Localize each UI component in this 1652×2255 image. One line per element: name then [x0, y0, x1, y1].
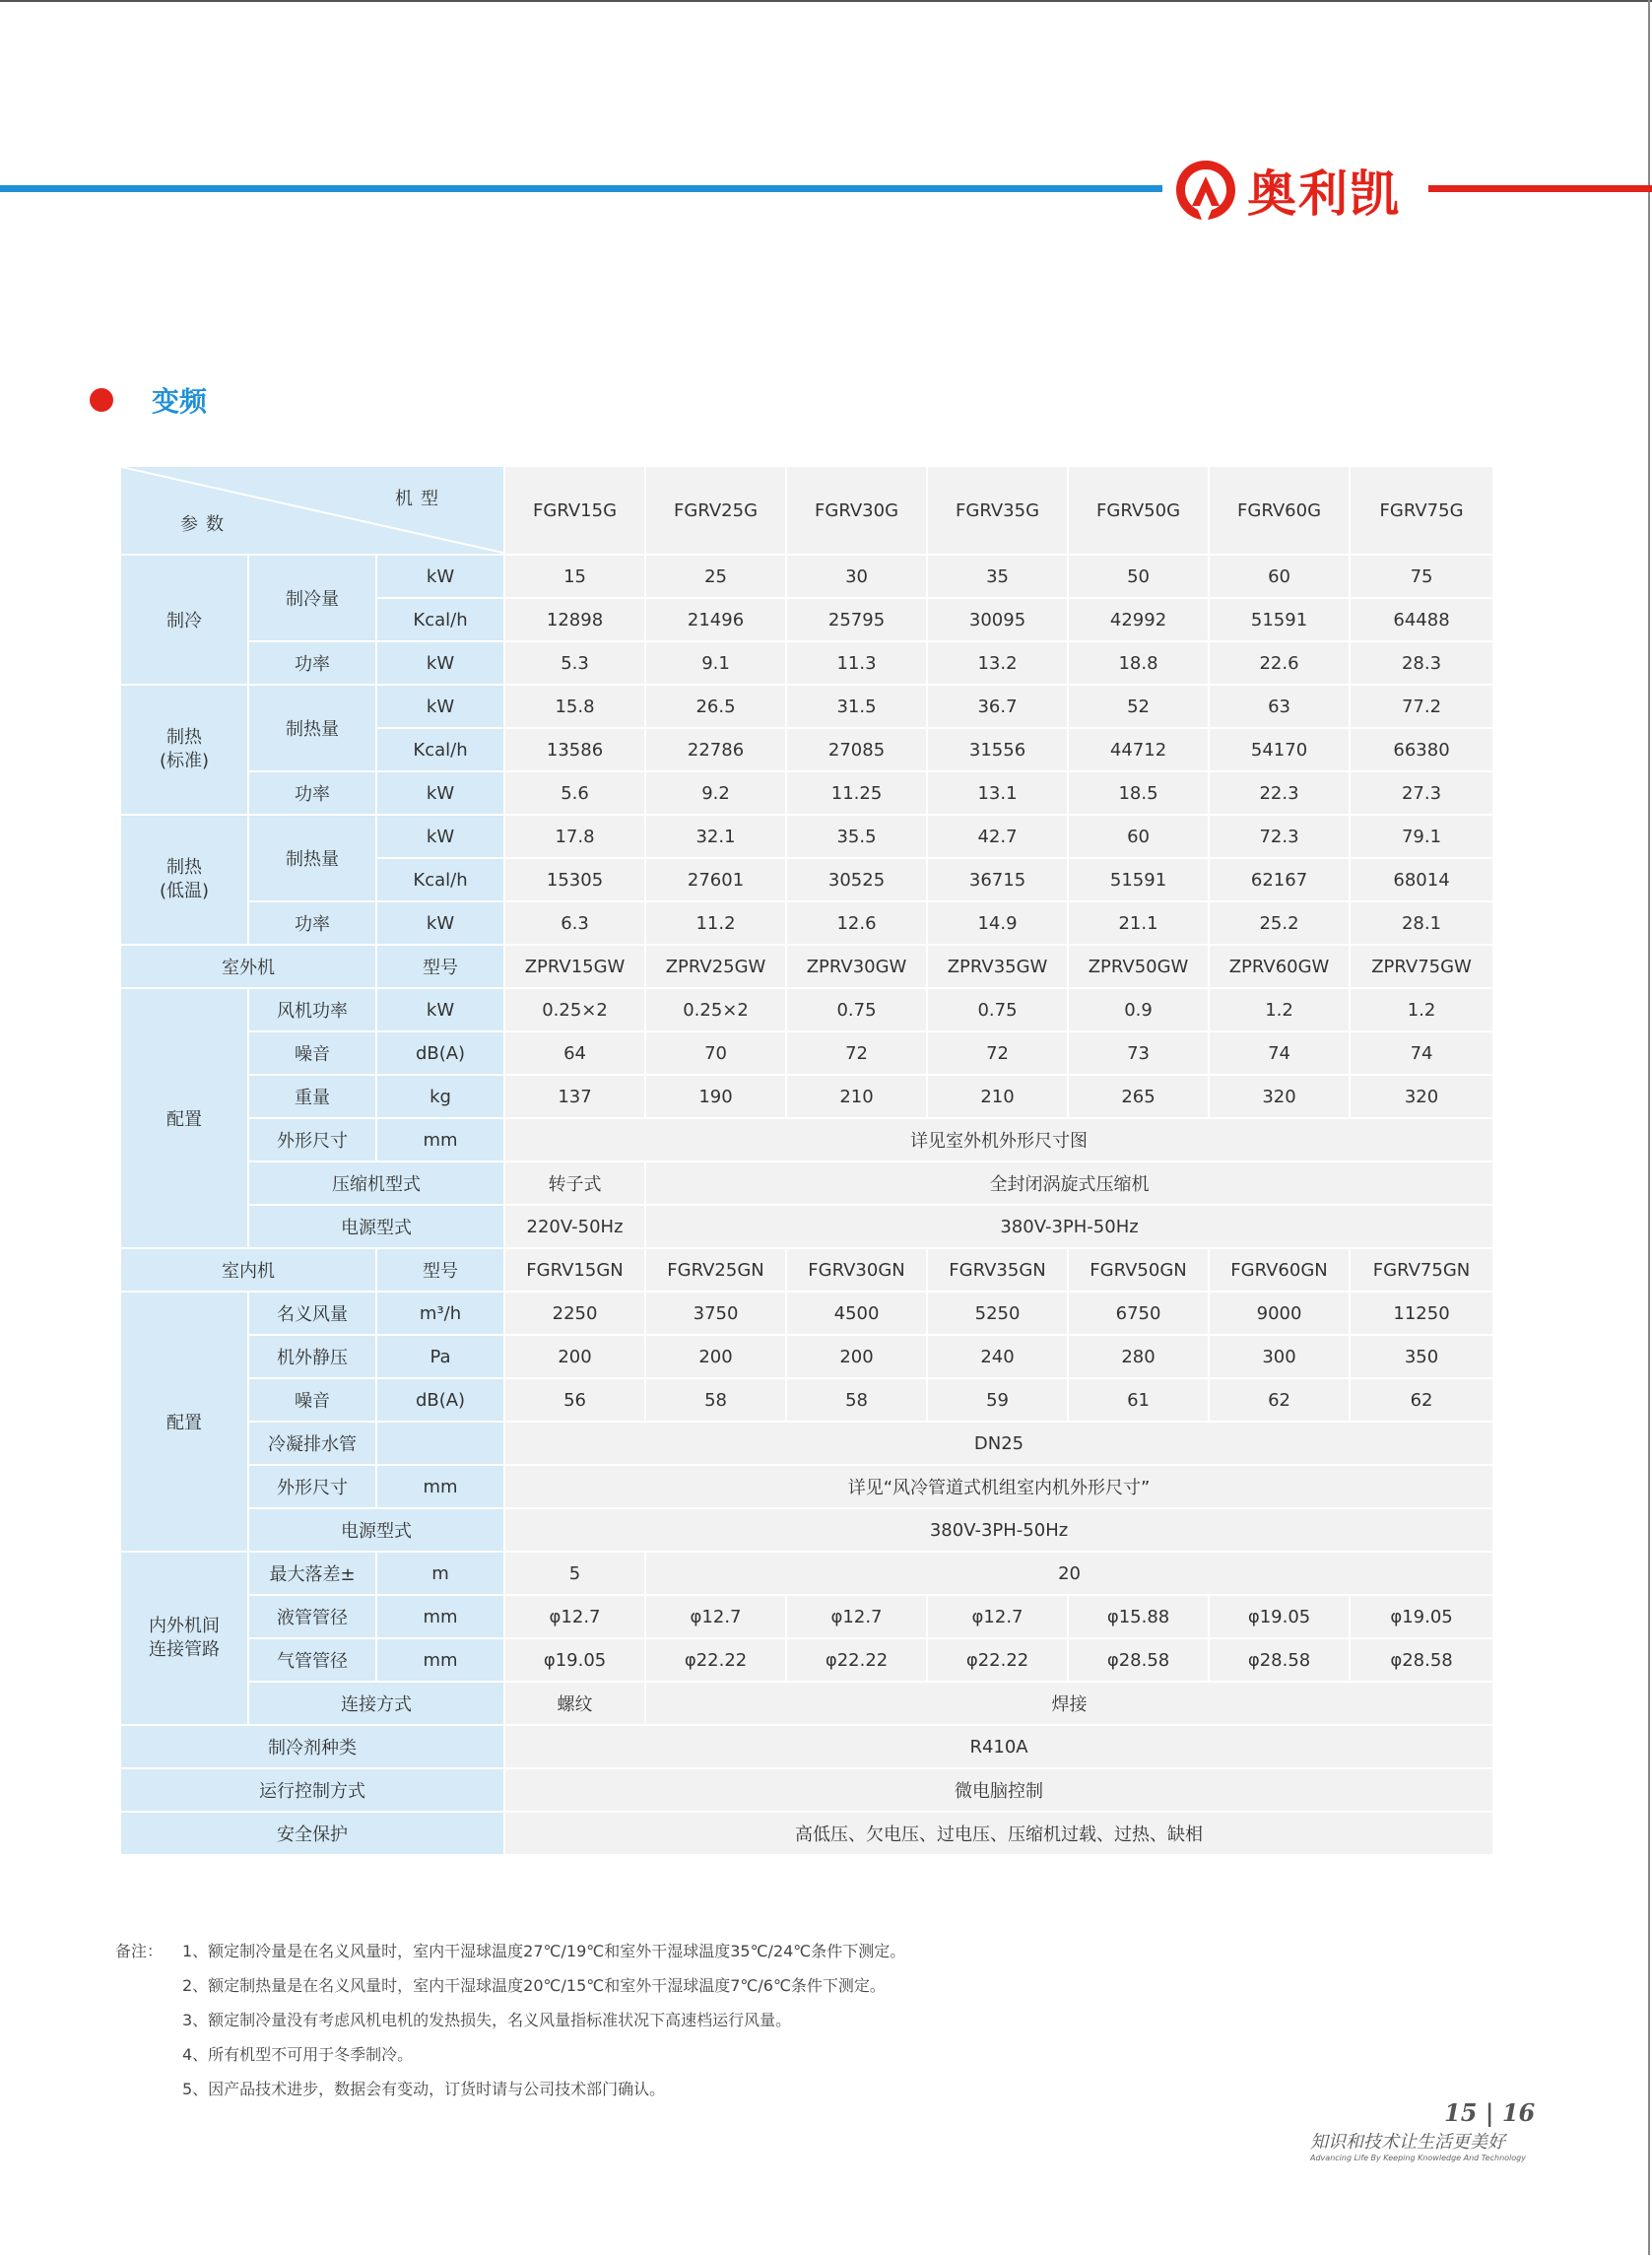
model-header: FGRV60G: [1209, 466, 1350, 555]
unit-cell: dB(A): [376, 1031, 504, 1075]
value-cell: 9000: [1209, 1292, 1350, 1335]
value-cell: 51591: [1068, 858, 1209, 901]
value-cell: 4500: [786, 1292, 927, 1335]
table-row: [120, 1725, 1493, 1768]
param-label: 功率: [248, 771, 376, 815]
span-cell: 详见“风冷管道式机组室内机外形尺寸”: [504, 1465, 1493, 1508]
value-cell: 52: [1068, 685, 1209, 728]
table-row: [120, 1378, 1493, 1422]
value-cell: 58: [786, 1378, 927, 1422]
value-cell: 64: [504, 1031, 645, 1075]
group-heating-std: 制热 (标准): [120, 685, 248, 815]
param-label: 液管管径: [248, 1595, 376, 1638]
brand-logo: [1172, 156, 1401, 225]
span-cell: 详见室外机外形尺寸图: [504, 1118, 1493, 1161]
param-label: 型号: [376, 945, 504, 988]
unit-cell: mm: [376, 1465, 504, 1508]
value-cell: FGRV30GN: [786, 1248, 927, 1292]
value-cell: FGRV75GN: [1350, 1248, 1493, 1292]
unit-cell: m: [376, 1552, 504, 1595]
value-cell: φ28.58: [1350, 1638, 1493, 1682]
value-cell: 300: [1209, 1335, 1350, 1378]
value-cell: 15305: [504, 858, 645, 901]
value-cell: 210: [927, 1075, 1068, 1118]
param-label: 电源型式: [248, 1508, 504, 1552]
table-row: [120, 988, 1493, 1031]
value-cell: 0.25×2: [504, 988, 645, 1031]
table-row: [120, 1508, 1493, 1552]
value-cell: 74: [1209, 1031, 1350, 1075]
table-row: [120, 1118, 1493, 1161]
unit-cell: kW: [376, 988, 504, 1031]
value-cell: φ12.7: [927, 1595, 1068, 1638]
value-cell: 11.3: [786, 641, 927, 685]
value-cell: 11.2: [645, 901, 786, 945]
value-cell: 50: [1068, 555, 1209, 598]
footer-slogan: 知识和技术让生活更美好: [1310, 2132, 1505, 2153]
table-row: [120, 901, 1493, 945]
param-label: 外形尺寸: [248, 1465, 376, 1508]
value-cell: 61: [1068, 1378, 1209, 1422]
param-label: 压缩机型式: [248, 1161, 504, 1205]
value-cell: 22.6: [1209, 641, 1350, 685]
value-cell: 42992: [1068, 598, 1209, 641]
value-cell: 200: [504, 1335, 645, 1378]
top-border: [0, 0, 1652, 2]
value-cell: 54170: [1209, 728, 1350, 771]
value-cell: φ19.05: [504, 1638, 645, 1682]
value-cell: 31.5: [786, 685, 927, 728]
note-item: 5、因产品技术进步，数据会有变动，订货时请与公司技术部门确认。: [182, 2080, 666, 2098]
value-cell: 220V-50Hz: [504, 1205, 645, 1248]
value-cell: 14.9: [927, 901, 1068, 945]
value-cell: 27085: [786, 728, 927, 771]
value-cell: 36715: [927, 858, 1068, 901]
value-cell: 0.75: [786, 988, 927, 1031]
value-cell: 77.2: [1350, 685, 1493, 728]
section-title: 变频: [152, 385, 208, 418]
unit-cell: [376, 1422, 504, 1465]
value-cell: φ19.05: [1350, 1595, 1493, 1638]
value-cell: 210: [786, 1075, 927, 1118]
table-row: [120, 555, 1493, 598]
value-cell: 68014: [1350, 858, 1493, 901]
value-cell: 72: [786, 1031, 927, 1075]
group-indoor: 室内机: [120, 1248, 376, 1292]
group-pipes: 内外机间 连接管路: [120, 1552, 248, 1725]
table-row: [120, 1638, 1493, 1682]
page-number: 15 | 16: [1444, 2098, 1536, 2127]
unit-cell: dB(A): [376, 1378, 504, 1422]
value-cell: 350: [1350, 1335, 1493, 1378]
value-cell: φ28.58: [1209, 1638, 1350, 1682]
value-cell: FGRV25GN: [645, 1248, 786, 1292]
table-row: [120, 1465, 1493, 1508]
param-label: 功率: [248, 641, 376, 685]
param-label: 噪音: [248, 1031, 376, 1075]
value-cell: ZPRV25GW: [645, 945, 786, 988]
param-label: 功率: [248, 901, 376, 945]
table-row: [120, 1248, 1493, 1292]
value-cell: 51591: [1209, 598, 1350, 641]
value-cell: φ12.7: [645, 1595, 786, 1638]
value-cell: 30095: [927, 598, 1068, 641]
model-header: FGRV50G: [1068, 466, 1209, 555]
table-row: [120, 1292, 1493, 1335]
brand-name: 奥利凯: [1247, 166, 1401, 223]
value-cell: 190: [645, 1075, 786, 1118]
value-cell: 13.2: [927, 641, 1068, 685]
header-red-rule: [1428, 185, 1652, 192]
value-cell: 12898: [504, 598, 645, 641]
group-heating-low: 制热 (低温): [120, 815, 248, 945]
param-label: 制冷剂种类: [120, 1725, 504, 1768]
table-row: [120, 1552, 1493, 1595]
value-cell: 240: [927, 1335, 1068, 1378]
value-cell: 21496: [645, 598, 786, 641]
value-cell: 18.8: [1068, 641, 1209, 685]
param-label: 重量: [248, 1075, 376, 1118]
value-cell: 70: [645, 1031, 786, 1075]
note-item: 4、所有机型不可用于冬季制冷。: [182, 2045, 414, 2064]
value-cell: 60: [1068, 815, 1209, 858]
spec-table: [119, 465, 1494, 1856]
value-cell: 72.3: [1209, 815, 1350, 858]
unit-cell: mm: [376, 1638, 504, 1682]
value-cell: 22786: [645, 728, 786, 771]
table-row: [120, 1422, 1493, 1465]
value-cell: 44712: [1068, 728, 1209, 771]
table-row: [120, 641, 1493, 685]
param-label: 冷凝排水管: [248, 1422, 376, 1465]
table-row: [120, 1682, 1493, 1725]
unit-cell: mm: [376, 1118, 504, 1161]
value-cell: 63: [1209, 685, 1350, 728]
corner-diagonal: [121, 467, 504, 554]
span-cell: 380V-3PH-50Hz: [645, 1205, 1493, 1248]
corner-param-label: 参数: [180, 514, 231, 535]
value-cell: 9.2: [645, 771, 786, 815]
table-row: [120, 1075, 1493, 1118]
value-cell: 36.7: [927, 685, 1068, 728]
notes: [115, 1934, 905, 2106]
notes-list: [182, 1934, 905, 2106]
value-cell: 62167: [1209, 858, 1350, 901]
value-cell: 30: [786, 555, 927, 598]
value-cell: 6.3: [504, 901, 645, 945]
unit-cell: Kcal/h: [376, 858, 504, 901]
table-row: [120, 945, 1493, 988]
value-cell: ZPRV60GW: [1209, 945, 1350, 988]
value-cell: 0.25×2: [645, 988, 786, 1031]
span-cell: 焊接: [645, 1682, 1493, 1725]
value-cell: 75: [1350, 555, 1493, 598]
value-cell: 62: [1350, 1378, 1493, 1422]
value-cell: ZPRV75GW: [1350, 945, 1493, 988]
value-cell: 15: [504, 555, 645, 598]
value-cell: 42.7: [927, 815, 1068, 858]
value-cell: 280: [1068, 1335, 1209, 1378]
unit-cell: Kcal/h: [376, 728, 504, 771]
model-header: FGRV30G: [786, 466, 927, 555]
span-cell: 微电脑控制: [504, 1768, 1493, 1812]
table-row: [120, 1205, 1493, 1248]
group-outdoor: 室外机: [120, 945, 376, 988]
param-label: 机外静压: [248, 1335, 376, 1378]
unit-cell: Kcal/h: [376, 598, 504, 641]
value-cell: ZPRV30GW: [786, 945, 927, 988]
table-corner: [120, 466, 504, 555]
value-cell: 17.8: [504, 815, 645, 858]
value-cell: φ22.22: [927, 1638, 1068, 1682]
value-cell: 21.1: [1068, 901, 1209, 945]
unit-cell: Pa: [376, 1335, 504, 1378]
value-cell: 1.2: [1209, 988, 1350, 1031]
model-header: FGRV35G: [927, 466, 1068, 555]
value-cell: FGRV15GN: [504, 1248, 645, 1292]
value-cell: 56: [504, 1378, 645, 1422]
table-row: [120, 1768, 1493, 1812]
unit-cell: m³/h: [376, 1292, 504, 1335]
unit-cell: mm: [376, 1595, 504, 1638]
param-label: 连接方式: [248, 1682, 504, 1725]
value-cell: ZPRV15GW: [504, 945, 645, 988]
param-label: 制热量: [248, 685, 376, 771]
param-label: 电源型式: [248, 1205, 504, 1248]
value-cell: 22.3: [1209, 771, 1350, 815]
value-cell: 79.1: [1350, 815, 1493, 858]
param-label: 风机功率: [248, 988, 376, 1031]
span-cell: R410A: [504, 1725, 1493, 1768]
value-cell: 64488: [1350, 598, 1493, 641]
value-cell: φ19.05: [1209, 1595, 1350, 1638]
table-row: [120, 815, 1493, 858]
value-cell: 3750: [645, 1292, 786, 1335]
footer-slogan-en: Advancing Life By Keeping Knowledge And Technology: [1310, 2154, 1526, 2162]
table-row: [120, 1161, 1493, 1205]
value-cell: φ12.7: [786, 1595, 927, 1638]
value-cell: ZPRV35GW: [927, 945, 1068, 988]
param-label: 制热量: [248, 815, 376, 901]
note-item: 2、额定制热量是在名义风量时，室内干湿球温度20℃/15℃和室外干湿球温度7℃/6℃条件下测定。: [182, 1976, 886, 1995]
right-border: [1648, 0, 1650, 2255]
model-header: FGRV75G: [1350, 466, 1493, 555]
param-label: 噪音: [248, 1378, 376, 1422]
value-cell: 73: [1068, 1031, 1209, 1075]
value-cell: 58: [645, 1378, 786, 1422]
value-cell: 5.3: [504, 641, 645, 685]
param-label: 安全保护: [120, 1812, 504, 1855]
value-cell: 72: [927, 1031, 1068, 1075]
value-cell: FGRV60GN: [1209, 1248, 1350, 1292]
value-cell: φ12.7: [504, 1595, 645, 1638]
span-cell: 高低压、欠电压、过电压、压缩机过载、过热、缺相: [504, 1812, 1493, 1855]
corner-model-label: 机型: [395, 489, 447, 509]
value-cell: 13.1: [927, 771, 1068, 815]
value-cell: 31556: [927, 728, 1068, 771]
value-cell: 32.1: [645, 815, 786, 858]
value-cell: 25: [645, 555, 786, 598]
note-item: 1、额定制冷量是在名义风量时，室内干湿球温度27℃/19℃和室外干湿球温度35℃/24℃条件下测定。: [182, 1942, 906, 1960]
value-cell: 74: [1350, 1031, 1493, 1075]
table-row: [120, 771, 1493, 815]
value-cell: 0.75: [927, 988, 1068, 1031]
unit-cell: kW: [376, 901, 504, 945]
model-header: FGRV15G: [504, 466, 645, 555]
param-label: 名义风量: [248, 1292, 376, 1335]
value-cell: 25795: [786, 598, 927, 641]
value-cell: 28.3: [1350, 641, 1493, 685]
value-cell: 5.6: [504, 771, 645, 815]
span-cell: DN25: [504, 1422, 1493, 1465]
value-cell: 11.25: [786, 771, 927, 815]
value-cell: 5: [504, 1552, 645, 1595]
value-cell: ZPRV50GW: [1068, 945, 1209, 988]
value-cell: 35.5: [786, 815, 927, 858]
unit-cell: kW: [376, 641, 504, 685]
value-cell: 25.2: [1209, 901, 1350, 945]
param-label: 型号: [376, 1248, 504, 1292]
group-config-outdoor: 配置: [120, 988, 248, 1248]
value-cell: FGRV35GN: [927, 1248, 1068, 1292]
value-cell: 320: [1209, 1075, 1350, 1118]
value-cell: φ15.88: [1068, 1595, 1209, 1638]
span-cell: 20: [645, 1552, 1493, 1595]
value-cell: 66380: [1350, 728, 1493, 771]
value-cell: φ28.58: [1068, 1638, 1209, 1682]
value-cell: 200: [645, 1335, 786, 1378]
value-cell: 27.3: [1350, 771, 1493, 815]
value-cell: 59: [927, 1378, 1068, 1422]
value-cell: 0.9: [1068, 988, 1209, 1031]
group-cooling: 制冷: [120, 555, 248, 685]
value-cell: 30525: [786, 858, 927, 901]
value-cell: φ22.22: [645, 1638, 786, 1682]
span-cell: 全封闭涡旋式压缩机: [645, 1161, 1493, 1205]
unit-cell: kW: [376, 771, 504, 815]
value-cell: 320: [1350, 1075, 1493, 1118]
value-cell: 35: [927, 555, 1068, 598]
unit-cell: kW: [376, 815, 504, 858]
value-cell: 11250: [1350, 1292, 1493, 1335]
value-cell: 62: [1209, 1378, 1350, 1422]
value-cell: 26.5: [645, 685, 786, 728]
span-cell: 380V-3PH-50Hz: [504, 1508, 1493, 1552]
table-row: [120, 1595, 1493, 1638]
value-cell: 27601: [645, 858, 786, 901]
param-label: 最大落差±: [248, 1552, 376, 1595]
value-cell: 18.5: [1068, 771, 1209, 815]
param-label: 运行控制方式: [120, 1768, 504, 1812]
value-cell: 1.2: [1350, 988, 1493, 1031]
value-cell: 60: [1209, 555, 1350, 598]
value-cell: 15.8: [504, 685, 645, 728]
model-header: FGRV25G: [645, 466, 786, 555]
header-row: [120, 466, 1493, 555]
value-cell: φ22.22: [786, 1638, 927, 1682]
value-cell: 2250: [504, 1292, 645, 1335]
value-cell: FGRV50GN: [1068, 1248, 1209, 1292]
note-item: 3、额定制冷量没有考虑风机电机的发热损失，名义风量指标准状况下高速档运行风量。: [182, 2011, 792, 2029]
value-cell: 137: [504, 1075, 645, 1118]
value-cell: 12.6: [786, 901, 927, 945]
value-cell: 28.1: [1350, 901, 1493, 945]
unit-cell: kW: [376, 555, 504, 598]
aolikai-logo-icon: [1172, 157, 1239, 224]
unit-cell: kW: [376, 685, 504, 728]
value-cell: 5250: [927, 1292, 1068, 1335]
table-row: [120, 685, 1493, 728]
value-cell: 265: [1068, 1075, 1209, 1118]
table-row: [120, 1031, 1493, 1075]
value-cell: 转子式: [504, 1161, 645, 1205]
value-cell: 6750: [1068, 1292, 1209, 1335]
group-config-indoor: 配置: [120, 1292, 248, 1552]
table-row: [120, 1812, 1493, 1855]
value-cell: 螺纹: [504, 1682, 645, 1725]
value-cell: 9.1: [645, 641, 786, 685]
notes-label: 备注：: [115, 1942, 164, 1960]
param-label: 气管管径: [248, 1638, 376, 1682]
section-bullet: [90, 388, 113, 412]
param-label: 外形尺寸: [248, 1118, 376, 1161]
header-blue-rule: [0, 185, 1162, 192]
param-label: 制冷量: [248, 555, 376, 641]
value-cell: 200: [786, 1335, 927, 1378]
value-cell: 13586: [504, 728, 645, 771]
unit-cell: kg: [376, 1075, 504, 1118]
table-row: [120, 1335, 1493, 1378]
